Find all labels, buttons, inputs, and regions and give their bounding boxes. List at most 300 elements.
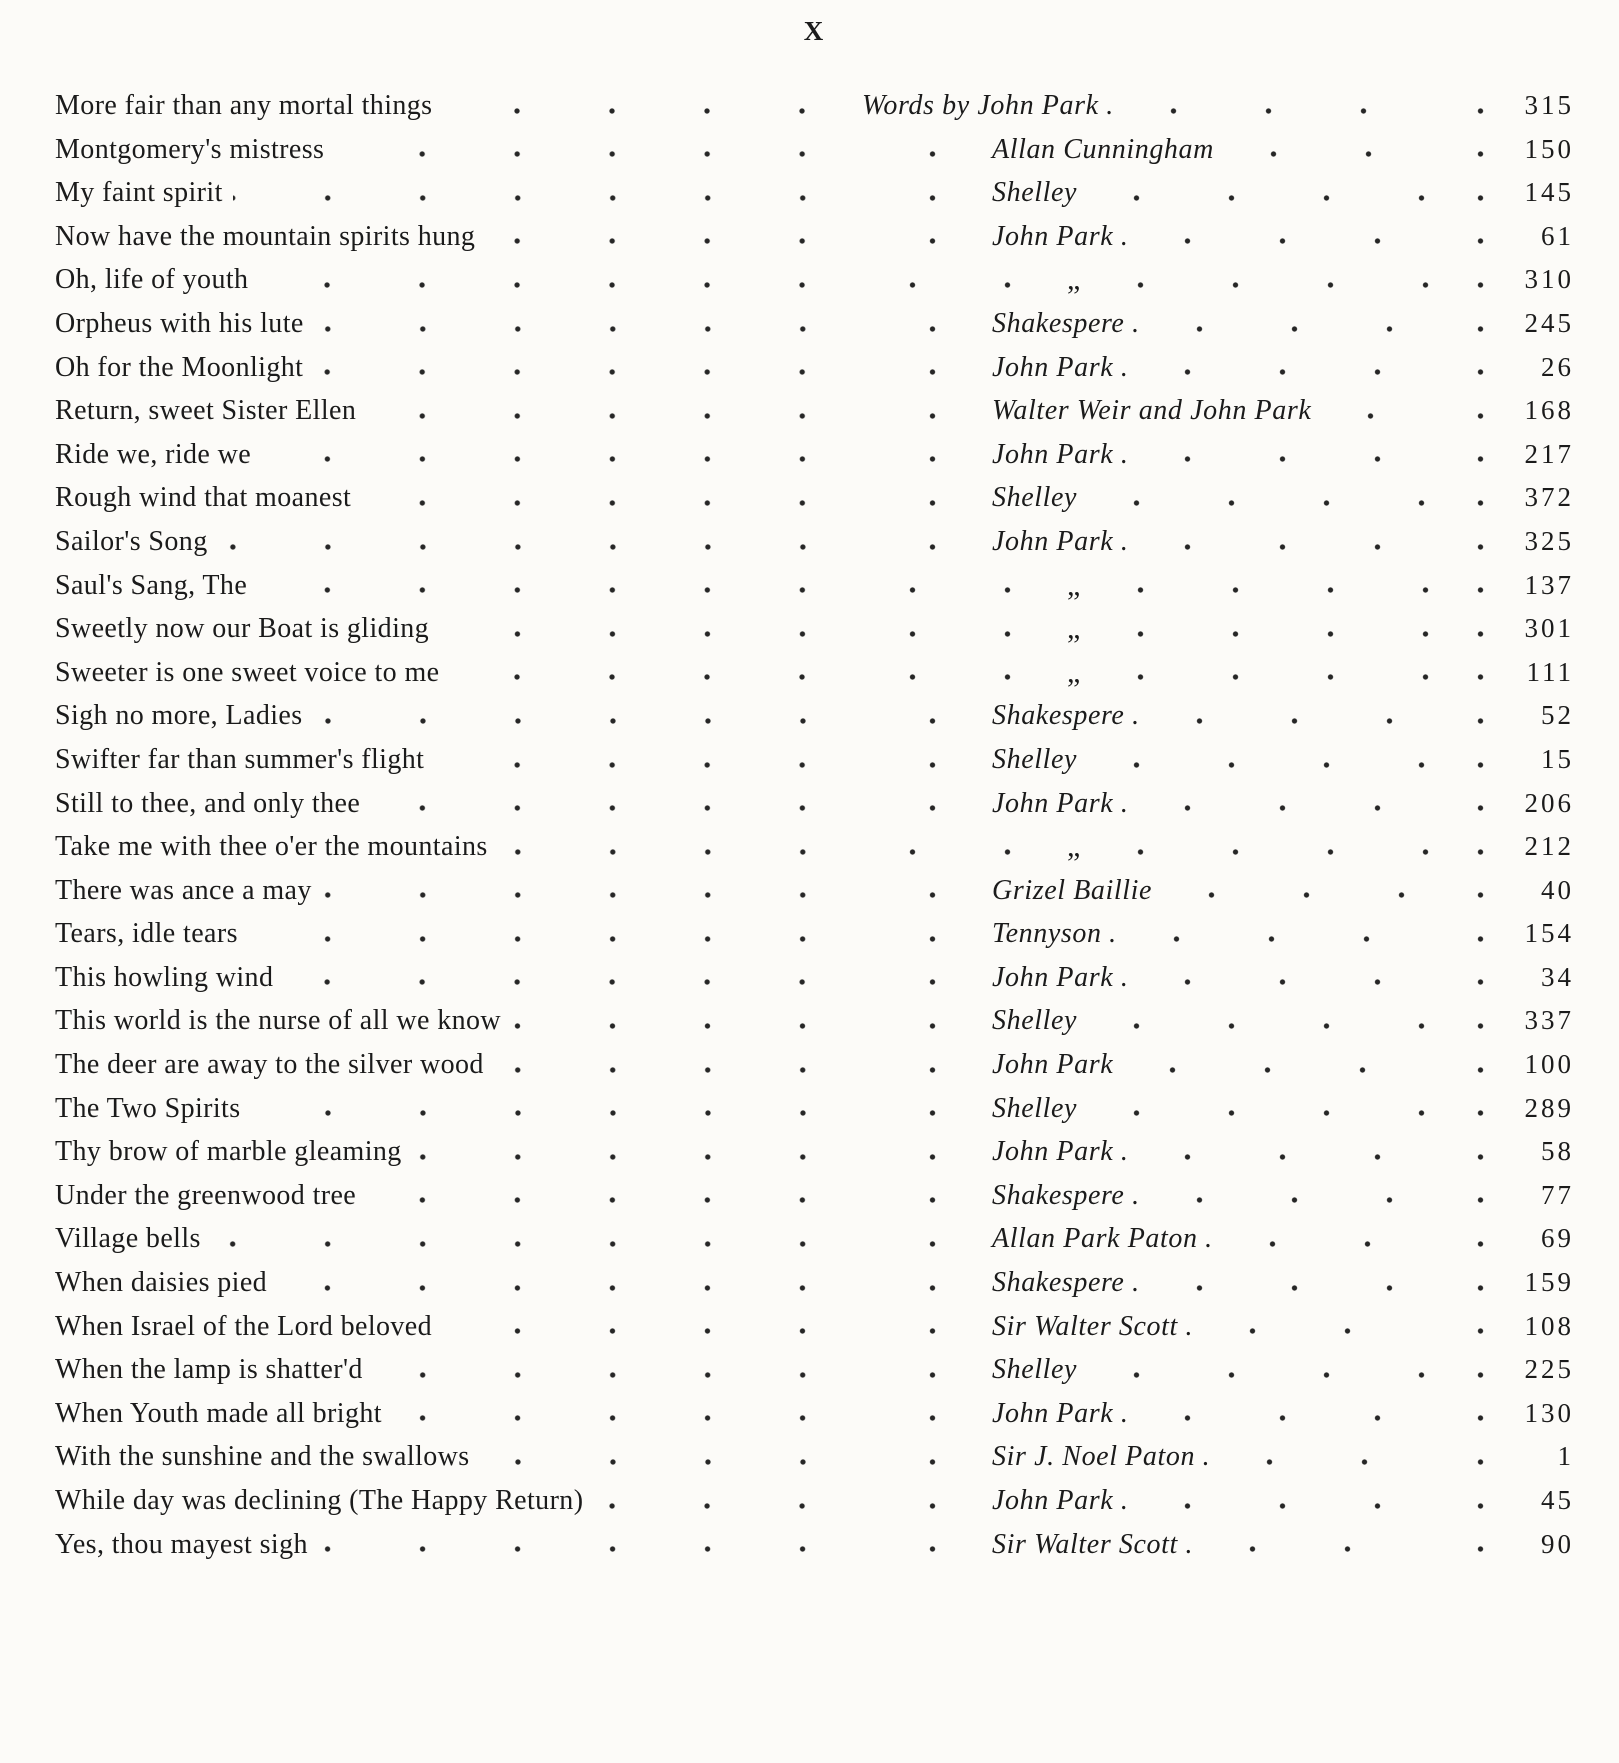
page-cell <box>1429 1087 1574 1131</box>
index-row <box>55 1348 1574 1392</box>
index-row <box>55 607 1574 651</box>
page-cell <box>1429 999 1574 1043</box>
leader-dots <box>442 1305 854 1349</box>
page-number: 168 <box>1524 395 1574 426</box>
leader-dots <box>1429 128 1525 172</box>
leader-dots <box>1085 476 1429 520</box>
song-title: Saul's Sang, The <box>55 569 248 601</box>
song-title: Still to thee, and only thee <box>55 787 361 819</box>
leader-dots <box>854 1348 984 1392</box>
author-name: Sir J. Noel Paton . <box>992 1441 1211 1473</box>
author-name: Allan Park Paton . <box>992 1223 1213 1255</box>
leader-dots <box>434 738 854 782</box>
author-name: John Park . <box>992 787 1129 819</box>
leader-dots <box>1085 171 1429 215</box>
leader-dots <box>854 346 984 390</box>
song-title: Village bells <box>55 1223 201 1255</box>
author-cell <box>854 1392 1429 1436</box>
leader-dots <box>854 1523 984 1567</box>
leader-dots <box>480 1435 854 1479</box>
leader-dots <box>1148 1174 1429 1218</box>
leader-dots <box>511 999 854 1043</box>
leader-dots <box>1089 825 1429 869</box>
page-cell <box>1429 956 1574 1000</box>
leader-dots <box>248 912 854 956</box>
index-row <box>55 84 1574 128</box>
song-title: When the lamp is shatter'd <box>55 1354 363 1386</box>
song-title: Sigh no more, Ladies <box>55 700 303 732</box>
page-cell <box>1429 433 1574 477</box>
leader-dots <box>593 1479 854 1523</box>
title-cell <box>55 215 854 259</box>
page-cell <box>1429 1130 1574 1174</box>
title-cell <box>55 956 854 1000</box>
page-number: 108 <box>1524 1310 1574 1341</box>
leader-dots <box>1429 346 1541 390</box>
leader-dots <box>854 1305 984 1349</box>
song-title: While day was declining (The Happy Return) <box>55 1485 584 1516</box>
page-cell <box>1429 912 1574 956</box>
leader-dots <box>854 1130 984 1174</box>
page-cell <box>1429 302 1574 346</box>
leader-dots <box>1429 389 1525 433</box>
title-cell <box>55 1174 854 1218</box>
song-title: Oh, life of youth <box>55 264 249 296</box>
page-number: 145 <box>1524 177 1574 208</box>
page-number: 337 <box>1524 1005 1574 1036</box>
leader-dots <box>854 1392 984 1436</box>
leader-dots <box>449 651 854 695</box>
leader-dots <box>366 389 854 433</box>
author-cell <box>854 520 1429 564</box>
index-row <box>55 956 1574 1000</box>
leader-dots <box>854 1087 984 1131</box>
leader-dots <box>1136 956 1429 1000</box>
author-cell <box>854 1435 1429 1479</box>
author-cell <box>854 782 1429 826</box>
author-name: Shelley <box>992 1092 1078 1124</box>
leader-dots <box>854 520 984 564</box>
leader-dots <box>1201 1305 1429 1349</box>
author-name: „ <box>1067 568 1081 602</box>
index-row <box>55 128 1574 172</box>
song-title: When Youth made all bright <box>55 1397 382 1429</box>
title-cell <box>55 389 854 433</box>
index-row <box>55 171 1574 215</box>
index-row <box>55 999 1574 1043</box>
page-number-roman: X <box>803 16 826 46</box>
leader-dots <box>1429 1348 1525 1392</box>
page-cell <box>1429 825 1574 869</box>
leader-dots <box>1085 738 1429 782</box>
leader-dots <box>1429 433 1525 477</box>
leader-dots <box>1429 1435 1558 1479</box>
page-number: 372 <box>1524 482 1574 513</box>
author-cell <box>854 1479 1429 1523</box>
leader-dots <box>1136 215 1429 259</box>
author-name: Shelley <box>992 177 1078 209</box>
author-cell <box>854 607 1429 651</box>
leader-dots <box>313 694 854 738</box>
author-cell <box>854 651 1429 695</box>
leader-dots <box>1429 476 1525 520</box>
index-list <box>55 84 1574 1566</box>
index-row <box>55 1087 1574 1131</box>
leader-dots <box>392 1392 854 1436</box>
leader-dots <box>1221 1217 1429 1261</box>
author-cell <box>854 1043 1429 1087</box>
song-title: The deer are away to the silver wood <box>55 1049 484 1081</box>
leader-dots <box>370 782 854 826</box>
index-row <box>55 1392 1574 1436</box>
leader-dots <box>277 1261 854 1305</box>
leader-dots <box>1136 520 1429 564</box>
page-number: 315 <box>1524 90 1574 120</box>
author-name: John Park . <box>992 1485 1129 1516</box>
author-cell <box>854 1261 1429 1305</box>
page-number: 159 <box>1524 1267 1574 1298</box>
song-title: Tears, idle tears <box>55 918 238 950</box>
author-name: Shelley <box>992 1354 1078 1386</box>
index-row <box>55 651 1574 695</box>
song-title: Now have the mountain spirits hung <box>55 220 476 252</box>
author-cell <box>854 564 1429 608</box>
leader-dots <box>261 433 854 477</box>
author-cell <box>854 346 1429 390</box>
index-row <box>55 1305 1574 1349</box>
song-title: Sweeter is one sweet voice to me <box>55 656 440 688</box>
leader-dots <box>1136 1392 1429 1436</box>
page-cell <box>1429 1043 1574 1087</box>
song-title: Orpheus with his lute <box>55 307 304 339</box>
leader-dots <box>318 1523 854 1567</box>
title-cell <box>55 433 854 477</box>
author-cell <box>854 869 1429 913</box>
page-number: 1 <box>1557 1441 1574 1472</box>
page-cell <box>1429 1261 1574 1305</box>
author-name: John Park . <box>992 220 1129 252</box>
author-name: John Park <box>992 1049 1114 1081</box>
leader-dots <box>251 1087 854 1131</box>
author-name: John Park . <box>992 1136 1129 1168</box>
leader-dots <box>494 1043 854 1087</box>
page-cell <box>1429 346 1574 390</box>
leader-dots <box>314 302 854 346</box>
leader-dots <box>854 389 984 433</box>
title-cell <box>55 1305 854 1349</box>
leader-dots <box>1429 825 1525 869</box>
author-cell <box>854 738 1429 782</box>
leader-dots <box>854 1043 984 1087</box>
song-title: Swifter far than summer's flight <box>55 743 425 775</box>
index-row <box>55 520 1574 564</box>
title-cell <box>55 1217 854 1261</box>
leader-dots <box>854 825 1059 869</box>
leader-dots <box>412 1130 854 1174</box>
leader-dots <box>1148 302 1429 346</box>
page-cell <box>1429 1523 1574 1567</box>
author-name: „ <box>1067 655 1081 689</box>
page-number: 212 <box>1524 831 1574 862</box>
index-row <box>55 389 1574 433</box>
title-cell <box>55 912 854 956</box>
leader-dots <box>1122 84 1429 128</box>
author-name: John Park . <box>992 351 1129 383</box>
leader-dots <box>1136 782 1429 826</box>
leader-dots <box>854 433 984 477</box>
title-cell <box>55 1523 854 1567</box>
song-title: My faint spirit <box>55 177 223 209</box>
page-number: 40 <box>1541 874 1574 905</box>
leader-dots <box>1429 1479 1541 1523</box>
leader-dots <box>1429 258 1525 302</box>
page-number: 217 <box>1524 438 1574 469</box>
leader-dots <box>313 346 854 390</box>
leader-dots <box>1429 564 1525 608</box>
page-cell <box>1429 171 1574 215</box>
author-name: Tennyson . <box>992 918 1117 950</box>
author-cell <box>854 912 1429 956</box>
leader-dots <box>1201 1523 1429 1567</box>
leader-dots <box>1429 782 1525 826</box>
title-cell <box>55 1479 854 1523</box>
author-name: John Park . <box>992 1397 1129 1429</box>
page-number: 111 <box>1526 656 1574 687</box>
leader-dots <box>854 782 984 826</box>
author-cell <box>854 694 1429 738</box>
title-cell <box>55 564 854 608</box>
page-number: 301 <box>1524 613 1574 644</box>
leader-dots <box>1429 1174 1541 1218</box>
author-name: Shakespere . <box>992 1267 1140 1299</box>
page-number: 90 <box>1541 1528 1574 1559</box>
page-cell <box>1429 258 1574 302</box>
page-number: 45 <box>1541 1485 1574 1515</box>
author-name: „ <box>1067 830 1081 864</box>
author-name: Shakespere . <box>992 307 1140 339</box>
leader-dots <box>854 215 984 259</box>
index-row <box>55 912 1574 956</box>
title-cell <box>55 1435 854 1479</box>
leader-dots <box>1085 1087 1429 1131</box>
song-title: Yes, thou mayest sigh <box>55 1528 308 1560</box>
leader-dots <box>854 302 984 346</box>
index-row <box>55 1043 1574 1087</box>
page-cell <box>1429 607 1574 651</box>
song-title: Oh for the Moonlight <box>55 351 304 383</box>
song-title: There was ance a may <box>55 874 312 906</box>
page-number: 310 <box>1524 264 1574 295</box>
leader-dots <box>854 1217 984 1261</box>
page-cell <box>1429 564 1574 608</box>
author-name: Shelley <box>992 743 1078 775</box>
title-cell <box>55 1348 854 1392</box>
index-row <box>55 302 1574 346</box>
leader-dots <box>854 999 984 1043</box>
leader-dots <box>1429 1305 1525 1349</box>
page-cell <box>1429 869 1574 913</box>
page-cell <box>1429 215 1574 259</box>
leader-dots <box>283 956 854 1000</box>
song-title: Under the greenwood tree <box>55 1179 357 1211</box>
leader-dots <box>1089 651 1429 695</box>
leader-dots <box>1319 389 1429 433</box>
title-cell <box>55 1130 854 1174</box>
page-number: 289 <box>1524 1092 1574 1123</box>
page-number: 206 <box>1524 787 1574 818</box>
title-cell <box>55 694 854 738</box>
title-cell <box>55 476 854 520</box>
title-cell <box>55 1043 854 1087</box>
leader-dots <box>366 1174 854 1218</box>
index-row <box>55 738 1574 782</box>
author-cell <box>854 1305 1429 1349</box>
author-cell <box>854 1087 1429 1131</box>
index-row <box>55 1130 1574 1174</box>
song-title: More fair than any mortal things <box>55 90 433 121</box>
leader-dots <box>854 607 1059 651</box>
title-cell <box>55 346 854 390</box>
page-cell <box>1429 1479 1574 1523</box>
author-cell <box>854 999 1429 1043</box>
index-row <box>55 1523 1574 1567</box>
page-cell <box>1429 476 1574 520</box>
leader-dots <box>1222 128 1429 172</box>
index-row <box>55 346 1574 390</box>
leader-dots <box>1085 999 1429 1043</box>
page-number: 130 <box>1524 1397 1574 1428</box>
leader-dots <box>854 956 984 1000</box>
index-row <box>55 564 1574 608</box>
index-row <box>55 869 1574 913</box>
author-name: Shakespere . <box>992 1179 1140 1211</box>
author-cell <box>854 171 1429 215</box>
title-cell <box>55 84 854 128</box>
leader-dots <box>1429 1261 1525 1305</box>
leader-dots <box>1429 738 1541 782</box>
author-cell <box>854 1130 1429 1174</box>
author-name: „ <box>1067 612 1081 646</box>
leader-dots <box>854 1261 984 1305</box>
page-number: 58 <box>1541 1136 1574 1167</box>
song-title: When Israel of the Lord beloved <box>55 1310 433 1342</box>
leader-dots <box>218 520 854 564</box>
author-cell <box>854 1348 1429 1392</box>
leader-dots <box>854 564 1059 608</box>
page-number: 154 <box>1524 918 1574 949</box>
author-name: Allan Cunningham <box>992 133 1214 165</box>
page-cell <box>1429 1435 1574 1479</box>
author-name: Shelley <box>992 482 1078 514</box>
leader-dots <box>1429 1217 1541 1261</box>
leader-dots <box>1429 912 1525 956</box>
page-cell <box>1429 1348 1574 1392</box>
leader-dots <box>1125 912 1429 956</box>
leader-dots <box>442 84 854 128</box>
index-row <box>55 476 1574 520</box>
author-name: Grizel Baillie <box>992 874 1153 906</box>
page-cell <box>1429 1305 1574 1349</box>
title-cell <box>55 999 854 1043</box>
page-cell <box>1429 1217 1574 1261</box>
author-cell <box>854 215 1429 259</box>
leader-dots <box>1089 607 1429 651</box>
leader-dots <box>1429 607 1525 651</box>
author-cell <box>854 956 1429 1000</box>
leader-dots <box>1121 1043 1429 1087</box>
leader-dots <box>854 258 1059 302</box>
author-name: „ <box>1067 263 1081 297</box>
page-cell <box>1429 84 1574 128</box>
song-title: When daisies pied <box>55 1267 268 1299</box>
index-row <box>55 1261 1574 1305</box>
leader-dots <box>1429 694 1541 738</box>
page-number: 150 <box>1524 133 1574 164</box>
title-cell <box>55 1261 854 1305</box>
index-row <box>55 1479 1574 1523</box>
leader-dots <box>854 1435 984 1479</box>
author-cell <box>854 302 1429 346</box>
page-cell <box>1429 520 1574 564</box>
author-name: Shelley <box>992 1005 1078 1037</box>
leader-dots <box>1429 1523 1541 1567</box>
page-number: 61 <box>1541 220 1574 251</box>
leader-dots <box>361 476 854 520</box>
leader-dots <box>854 128 984 172</box>
leader-dots <box>1136 433 1429 477</box>
leader-dots <box>257 564 854 608</box>
page-number: 225 <box>1524 1354 1574 1385</box>
page-number: 100 <box>1524 1049 1574 1080</box>
leader-dots <box>854 1174 984 1218</box>
page-number: 245 <box>1524 307 1574 338</box>
author-name: John Park . <box>992 961 1129 993</box>
page-number: 26 <box>1541 351 1574 382</box>
leader-dots <box>1429 1130 1541 1174</box>
page-number: 137 <box>1524 569 1574 600</box>
leader-dots <box>1429 651 1527 695</box>
page-number: 52 <box>1541 700 1574 731</box>
leader-dots <box>1429 84 1525 128</box>
leader-dots <box>1136 1130 1429 1174</box>
author-cell <box>854 1174 1429 1218</box>
song-title: The Two Spirits <box>55 1092 241 1124</box>
page-cell <box>1429 782 1574 826</box>
author-name: John Park . <box>992 438 1129 470</box>
leader-dots <box>1429 302 1525 346</box>
leader-dots <box>1429 1043 1525 1087</box>
leader-dots <box>854 869 984 913</box>
title-cell <box>55 651 854 695</box>
title-cell <box>55 1087 854 1131</box>
author-cell <box>854 1523 1429 1567</box>
title-cell <box>55 825 854 869</box>
leader-dots <box>322 869 854 913</box>
page-cell <box>1429 1392 1574 1436</box>
leader-dots <box>1429 171 1525 215</box>
leader-dots <box>1429 956 1541 1000</box>
leader-dots <box>1429 869 1541 913</box>
page-number: 325 <box>1524 525 1574 556</box>
page-cell <box>1429 651 1574 695</box>
index-row <box>55 258 1574 302</box>
leader-dots <box>1429 999 1525 1043</box>
title-cell <box>55 782 854 826</box>
page-cell <box>1429 694 1574 738</box>
song-title: Montgomery's mistress <box>55 133 325 165</box>
song-title: Sweetly now our Boat is gliding <box>55 613 430 645</box>
leader-dots <box>854 738 984 782</box>
